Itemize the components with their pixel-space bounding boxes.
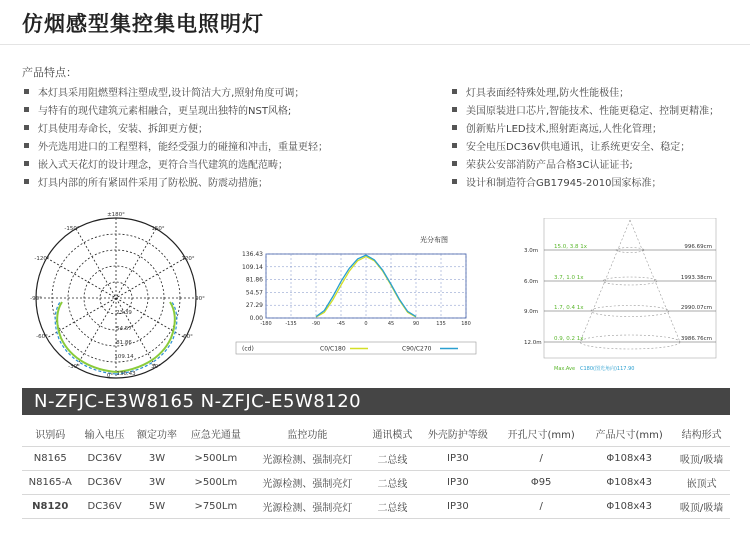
- bullet-icon: [452, 89, 457, 94]
- polar-angle-label: 30°: [151, 364, 161, 370]
- chart-title: 光分布图: [420, 236, 448, 244]
- features-list-left: [24, 82, 444, 190]
- illuminance-cone-diagram: [522, 218, 722, 378]
- bullet-icon: [452, 125, 457, 130]
- feature-item: 美国原装进口芯片,智能技术、性能更稳定、控制更精准；: [452, 100, 742, 118]
- x-tick-label: 90: [412, 321, 420, 327]
- feature-item: 灯具表面经特殊处理,防火性能极佳；: [452, 82, 742, 100]
- table-cell: 二总线: [366, 470, 418, 494]
- light-distribution-chart: [232, 232, 482, 362]
- feature-item: 创新贴片LED技术,照射距离远,人性化管理；: [452, 118, 742, 136]
- features-list-right: [452, 82, 742, 190]
- cone-area: 996.69cm: [684, 244, 712, 250]
- y-tick-label: 109.14: [242, 263, 263, 271]
- feature-item: 本灯具采用阻燃塑料注塑成型,设计简洁大方,照射角度可调；: [24, 82, 444, 100]
- column-header: 额定功率: [131, 422, 183, 446]
- table-cell: 光源检测、强制亮灯: [249, 494, 367, 518]
- feature-item: 外壳选用进口的工程塑料，能经受强力的碰撞和冲击，重量更轻；: [24, 136, 444, 154]
- legend-label-c0: C0/C180: [320, 345, 346, 353]
- chart-grid: [266, 254, 466, 318]
- cone-lux: 0.9, 0.2 1x: [554, 336, 584, 342]
- cone-area: 1993.38cm: [680, 275, 712, 281]
- polar-angle-label: -30°: [68, 364, 80, 370]
- model-banner: N-ZFJC-E3W8165 N-ZFJC-E5W8120: [22, 388, 730, 415]
- table-cell: Φ95: [497, 470, 585, 494]
- cone-lux: 3.7, 1.0 1x: [554, 275, 584, 281]
- polar-radial-label: 109.14: [114, 354, 134, 360]
- table-cell: /: [497, 494, 585, 518]
- x-tick-label: -45: [336, 321, 346, 327]
- table-row: [22, 470, 730, 494]
- table-cell: N8120: [22, 494, 78, 518]
- feature-item: 灯具内部的所有紧固件采用了防松脱、防震动措施；: [24, 172, 444, 190]
- column-header: 开孔尺寸(mm): [497, 422, 585, 446]
- table-cell: 3W: [131, 446, 183, 470]
- cone-area: 3986.76cm: [680, 336, 712, 342]
- table-cell: Φ108x43: [585, 494, 673, 518]
- table-cell: 二总线: [366, 446, 418, 470]
- cone-lux: 1.7, 0.4 1x: [554, 305, 584, 311]
- column-header: 外壳防护等级: [419, 422, 498, 446]
- polar-angle-label: 120°: [181, 256, 195, 262]
- x-tick-label: -180: [260, 321, 272, 327]
- table-cell: 吸顶/吸墙: [673, 494, 730, 518]
- x-tick-label: -135: [285, 321, 297, 327]
- table-cell: 嵌顶式: [673, 470, 730, 494]
- column-header: 通讯模式: [366, 422, 418, 446]
- legend-label-c90: C90/C270: [402, 345, 432, 353]
- table-cell: >500Lm: [183, 470, 248, 494]
- feature-item: 灯具使用寿命长，安装、拆卸更方便；: [24, 118, 444, 136]
- table-cell: >500Lm: [183, 446, 248, 470]
- polar-angle-label: 90°: [195, 296, 205, 302]
- cone-distance: 12.0m: [524, 340, 542, 346]
- table-cell: /: [497, 446, 585, 470]
- polar-angle-label: 150°: [151, 226, 165, 232]
- polar-angle-label: 60°: [183, 334, 193, 340]
- table-cell: 二总线: [366, 494, 418, 518]
- x-tick-label: -90: [311, 321, 321, 327]
- table-cell: 光源检测、强制亮灯: [249, 470, 367, 494]
- table-cell: 3W: [131, 470, 183, 494]
- table-row: [22, 446, 730, 470]
- y-tick-label: 81.86: [245, 276, 263, 284]
- cone-legend-max: Max.Ave: [554, 366, 576, 372]
- features-heading: 产品特点：: [22, 66, 77, 79]
- feature-item: 安全电压DC36V供电通讯，让系统更安全、稳定；: [452, 136, 742, 154]
- cone-distance: 9.0m: [524, 309, 539, 315]
- x-tick-label: 180: [461, 321, 471, 327]
- table-row: [22, 494, 730, 518]
- column-header: 识别码: [22, 422, 78, 446]
- column-header: 输入电压: [78, 422, 130, 446]
- table-cell: Φ108x43: [585, 470, 673, 494]
- table-header-row: [22, 422, 730, 446]
- cone-distance: 6.0m: [524, 279, 539, 285]
- column-header: 监控功能: [249, 422, 367, 446]
- feature-item: 荣获公安部消防产品合格3C认证证书;: [452, 154, 742, 172]
- feature-item: 设计和制造符合GB17945-2010国家标准；: [452, 172, 742, 190]
- cone-area: 2990.07cm: [680, 305, 712, 311]
- table-cell: Φ108x43: [585, 446, 673, 470]
- table-cell: IP30: [419, 494, 498, 518]
- table-cell: DC36V: [78, 446, 130, 470]
- bullet-icon: [24, 143, 29, 148]
- polar-angle-label: -90°: [30, 296, 42, 302]
- x-tick-label: 0: [364, 321, 368, 327]
- cone-legend-c180: C180(图光角向)117.90: [580, 366, 635, 372]
- y-tick-label: 54.57: [245, 289, 263, 297]
- bullet-icon: [24, 179, 29, 184]
- bullet-icon: [452, 179, 457, 184]
- column-header: 应急光通量: [183, 422, 248, 446]
- feature-item: 与特有的现代建筑元素相融合，更呈现出独特的NST风格;: [24, 100, 444, 118]
- column-header: 结构形式: [673, 422, 730, 446]
- y-tick-label: 0.00: [249, 315, 263, 322]
- spec-table: [22, 422, 730, 519]
- bullet-icon: [24, 161, 29, 166]
- table-cell: 吸顶/吸墙: [673, 446, 730, 470]
- cone-distance: 3.0m: [524, 248, 539, 254]
- feature-item: 嵌入式天花灯的设计理念，更符合当代建筑的选配范畴；: [24, 154, 444, 172]
- polar-angle-label: -60°: [36, 334, 48, 340]
- axis-unit-label: (cd): [242, 345, 254, 353]
- column-header: 产品尺寸(mm): [585, 422, 673, 446]
- polar-radial-label: 136.43: [116, 371, 136, 377]
- cone-lux: 15.0, 3.8 1x: [554, 244, 587, 250]
- bullet-icon: [24, 89, 29, 94]
- table-cell: 5W: [131, 494, 183, 518]
- polar-radial-label: 23.39: [116, 310, 132, 316]
- table-cell: DC36V: [78, 470, 130, 494]
- bullet-icon: [452, 107, 457, 112]
- x-tick-label: 135: [436, 321, 446, 327]
- y-tick-label: 136.43: [242, 251, 263, 258]
- polar-angle-label: 0°: [106, 373, 114, 379]
- polar-angle-label: ±180°: [107, 212, 125, 218]
- polar-angle-label: -120°: [34, 256, 50, 262]
- bullet-icon: [452, 161, 457, 166]
- table-cell: N8165: [22, 446, 78, 470]
- table-cell: IP30: [419, 470, 498, 494]
- polar-angle-label: -150°: [64, 226, 80, 232]
- bullet-icon: [24, 125, 29, 130]
- bullet-icon: [24, 107, 29, 112]
- table-cell: N8165-A: [22, 470, 78, 494]
- page-title: 仿烟感型集控集电照明灯: [22, 12, 264, 36]
- bullet-icon: [452, 143, 457, 148]
- polar-radial-label: 81.86: [116, 340, 132, 346]
- table-cell: DC36V: [78, 494, 130, 518]
- table-cell: >750Lm: [183, 494, 248, 518]
- polar-radial-label: 54.57: [116, 326, 132, 332]
- y-tick-label: 27.29: [245, 302, 263, 310]
- divider: [0, 44, 750, 45]
- x-tick-label: 45: [387, 321, 395, 327]
- polar-light-diagram: [28, 210, 208, 380]
- table-cell: 光源检测、强制亮灯: [249, 446, 367, 470]
- table-cell: IP30: [419, 446, 498, 470]
